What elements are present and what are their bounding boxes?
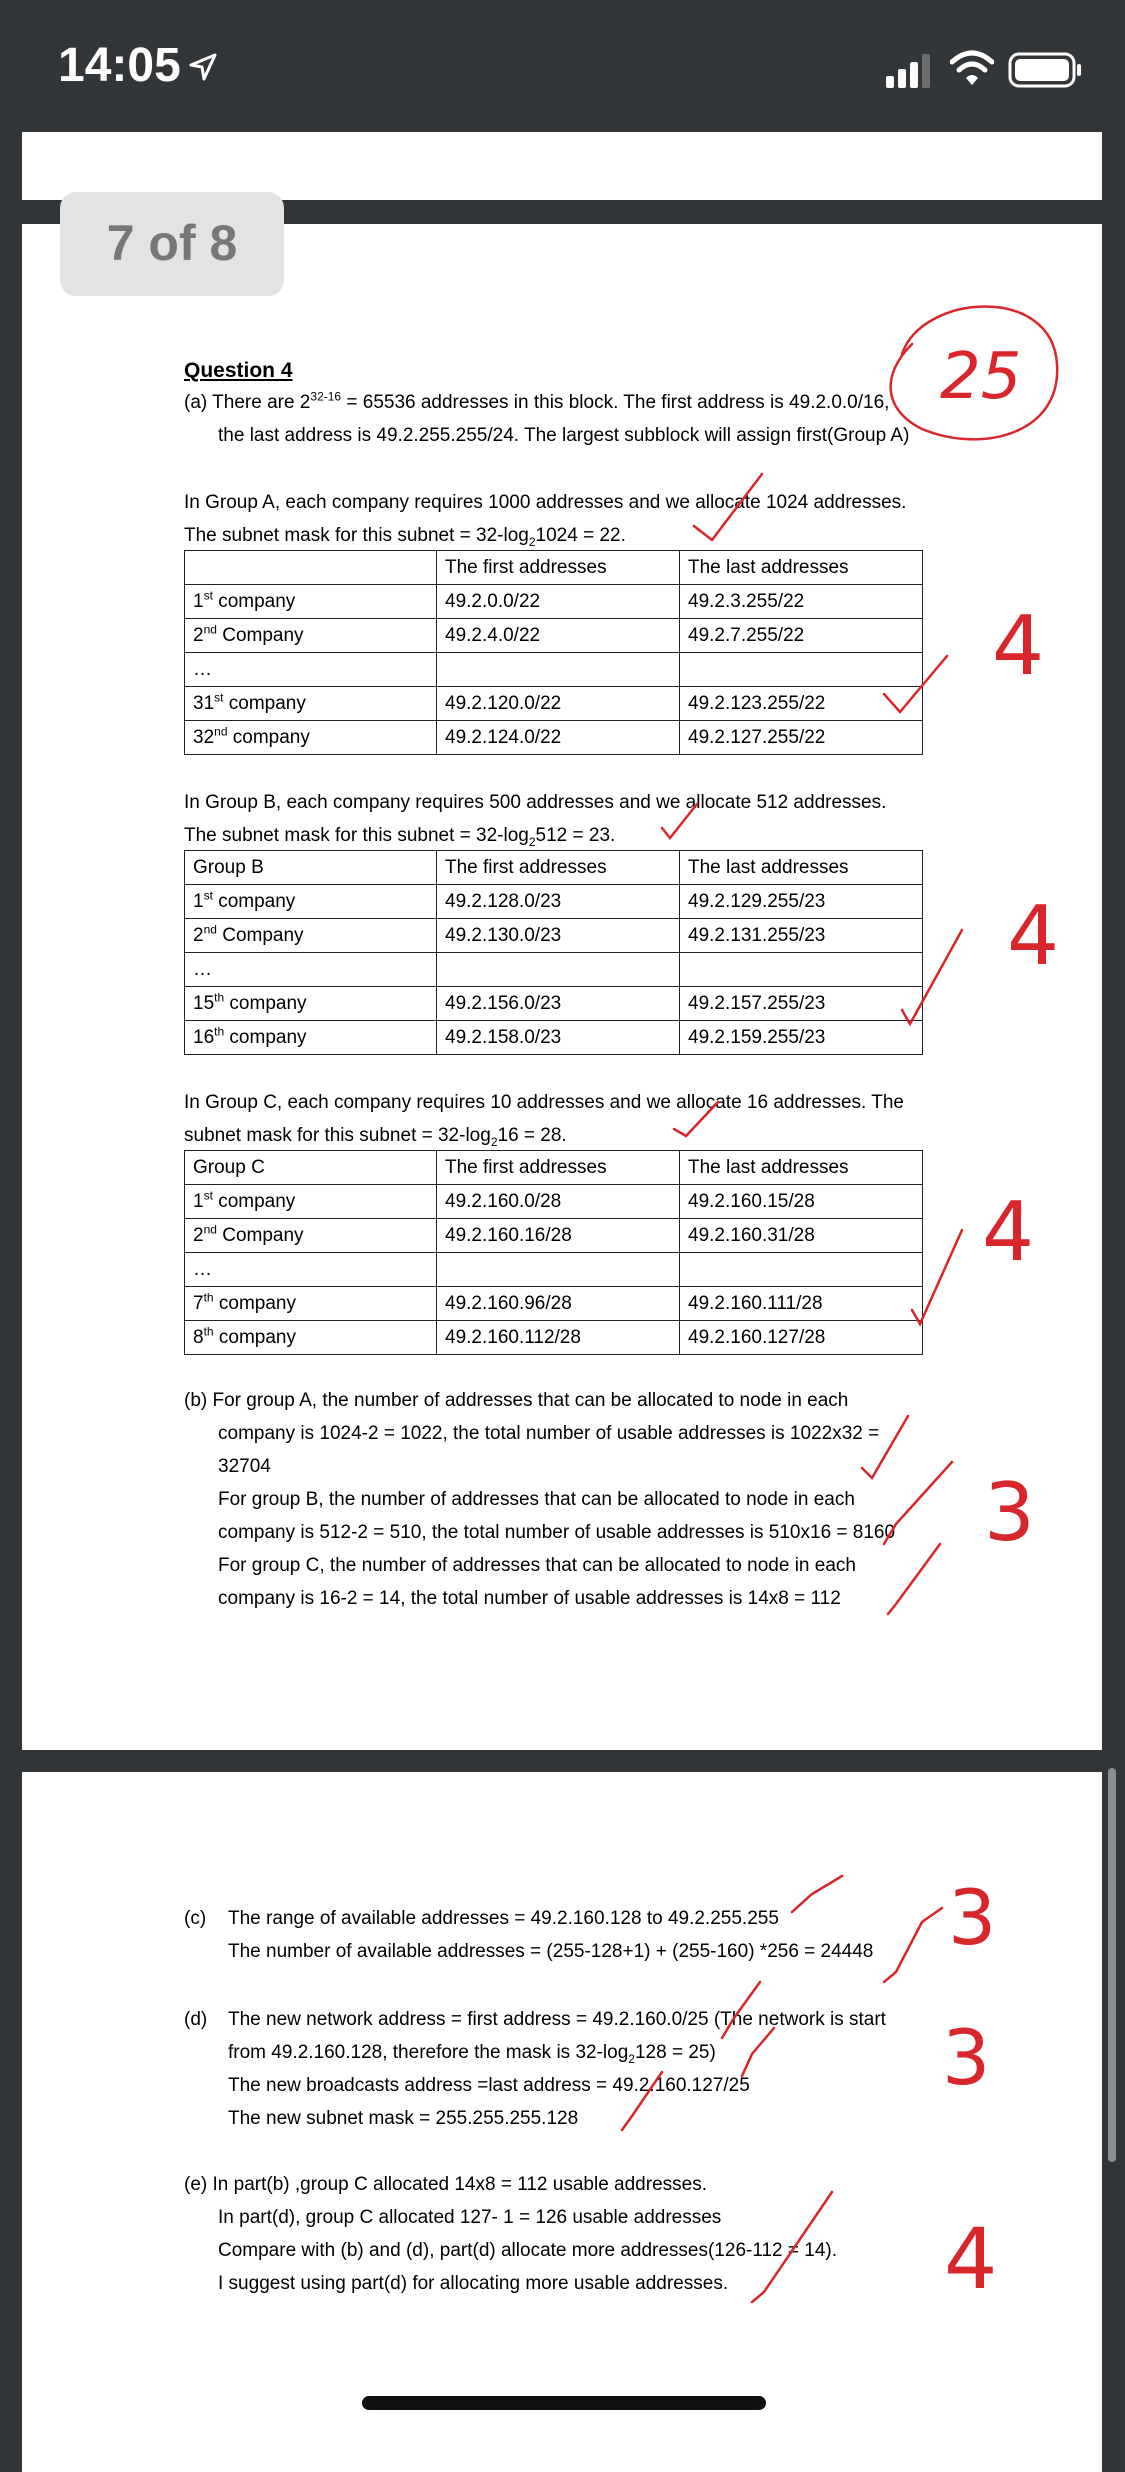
group-a-intro: In Group A, each company requires 1000 addresses and we allocate 1024 addresses. [184, 492, 907, 513]
check-mark-icon [792, 1876, 842, 1912]
header-cell: The first addresses [437, 1151, 680, 1185]
location-arrow-icon [188, 52, 218, 82]
part-c-label: (c) [184, 1908, 207, 1929]
table-row: 7th company 49.2.160.96/28 49.2.160.111/28 [185, 1287, 923, 1321]
page-indicator-badge [60, 192, 284, 296]
header-cell: The first addresses [437, 851, 680, 885]
table-row: 32nd company 49.2.124.0/22 49.2.127.255/22 [185, 721, 923, 755]
part-a-line-2: the last address is 49.2.255.255/24. The largest subblock will assign first(Group A) [218, 425, 910, 446]
part-e-line: Compare with (b) and (d), part(d) allocate more addresses(126-112 = 14). [218, 2240, 838, 2261]
part-b-line: (b) For group A, the number of addresses that can be allocated to node in each [184, 1390, 849, 1411]
check-mark-icon [752, 2192, 832, 2302]
mark-label: 4 [944, 2210, 998, 2308]
header-cell: The last addresses [680, 551, 923, 585]
part-b-line: company is 1024-2 = 1022, the total number of usable addresses is 1022x32 = [218, 1423, 880, 1444]
group-c-intro: In Group C, each company requires 10 addresses and we allocate 16 addresses. The [184, 1092, 904, 1113]
pdf-page-current [22, 224, 1102, 1750]
cellular-signal-icon [886, 52, 934, 88]
header-cell: Group C [185, 1151, 437, 1185]
part-b-line: For group B, the number of addresses that can be allocated to node in each [218, 1489, 855, 1510]
check-mark-icon [694, 474, 762, 540]
table-row: 1st company 49.2.0.0/22 49.2.3.255/22 [185, 585, 923, 619]
part-b-line: company is 512-2 = 510, the total number of usable addresses is 510x16 = 8160 [218, 1522, 896, 1543]
table-row: 2nd Company 49.2.4.0/22 49.2.7.255/22 [185, 619, 923, 653]
part-d-line: The new network address = first address = 49.2.160.0/25 (The network is start [228, 2009, 886, 2030]
status-time: 14:05 [58, 39, 181, 92]
table-row: 1st company 49.2.160.0/28 49.2.160.15/28 [185, 1185, 923, 1219]
part-e-line: (e) In part(b) ,group C allocated 14x8 = 112 usable addresses. [184, 2174, 707, 2195]
table-row: 16th company 49.2.158.0/23 49.2.159.255/23 [185, 1021, 923, 1055]
group-b-mask: The subnet mask for this subnet = $32-\log_2512 = 23$. [184, 825, 616, 849]
part-d-line: The new broadcasts address =last address = 49.2.160.127/25 [228, 2075, 750, 2096]
mark-label: 4 [992, 599, 1045, 694]
check-mark-icon [862, 1416, 908, 1478]
battery-icon [1008, 52, 1082, 88]
check-mark-icon [888, 1544, 940, 1614]
pdf-page-previous [22, 132, 1102, 200]
mark-label: 4 [1007, 889, 1060, 984]
part-d-label: (d) [184, 2009, 208, 2030]
status-bar [0, 0, 1125, 132]
header-cell: The last addresses [680, 1151, 923, 1185]
check-mark-icon [662, 804, 697, 838]
part-b-line: company is 16-2 = 14, the total number of usable addresses is 14x8 = 112 [218, 1588, 841, 1609]
group-c-mask: subnet mask for this subnet = $32-\log_216 = 28$. [184, 1125, 567, 1149]
table-row: 2nd Company 49.2.160.16/28 49.2.160.31/28 [185, 1219, 923, 1253]
check-mark-icon [902, 930, 962, 1024]
check-mark-icon [622, 2072, 662, 2130]
table-row: 1st company 49.2.128.0/23 49.2.129.255/23 [185, 885, 923, 919]
check-mark-icon [884, 656, 947, 712]
table-row: … [185, 953, 923, 987]
part-e-line: I suggest using part(d) for allocating more usable addresses. [218, 2273, 729, 2294]
table-row: … [185, 1253, 923, 1287]
page-indicator-label: 7 of 8 [106, 215, 238, 271]
part-d-line: The new subnet mask = 255.255.255.128 [228, 2108, 579, 2129]
table-row: … [185, 653, 923, 687]
mark-label: 3 [948, 1873, 997, 1962]
part-c-line: The number of available addresses = (255-128+1) + (255-160) *256 = 24448 [228, 1941, 874, 1962]
check-mark-icon [884, 1462, 952, 1544]
part-b-line: For group C, the number of addresses that can be allocated to node in each [218, 1555, 856, 1576]
check-mark-icon [722, 1982, 760, 2038]
question-title: Question 4 [184, 359, 293, 382]
wifi-icon [950, 50, 994, 88]
header-cell: The last addresses [680, 851, 923, 885]
table-row: 15th company 49.2.156.0/23 49.2.157.255/23 [185, 987, 923, 1021]
mark-label: 4 [982, 1185, 1035, 1280]
table-row: 2nd Company 49.2.130.0/23 49.2.131.255/23 [185, 919, 923, 953]
part-c-line: The range of available addresses = 49.2.160.128 to 49.2.255.255 [228, 1908, 779, 1929]
check-mark-icon [674, 1102, 718, 1136]
grading-annotations [22, 224, 1102, 1750]
table-row: 31st company 49.2.120.0/22 49.2.123.255/22 [185, 687, 923, 721]
header-cell: The first addresses [437, 551, 680, 585]
group-a-mask: The subnet mask for this subnet = $32-\log_21024 = 22$. [184, 525, 626, 549]
part-d-line: from 49.2.160.128, therefore the mask is $32-\log_2128 = 25$) [228, 2042, 716, 2066]
pdf-page-next [22, 1772, 1102, 2472]
grading-annotations-next [22, 1772, 1102, 2472]
total-score-label: 25 [940, 340, 1022, 414]
scrollbar[interactable] [1108, 1768, 1116, 2162]
header-cell: Group B [185, 851, 437, 885]
check-mark-icon [742, 2028, 774, 2076]
check-mark-icon [912, 1230, 962, 1324]
mark-label: 3 [942, 2013, 991, 2102]
table-row: 8th company 49.2.160.112/28 49.2.160.127/28 [185, 1321, 923, 1355]
part-e-line: In part(d), group C allocated 127- 1 = 126 usable addresses [218, 2207, 722, 2228]
group-b-intro: In Group B, each company requires 500 addresses and we allocate 512 addresses. [184, 792, 887, 813]
check-mark-icon [884, 1908, 942, 1982]
home-indicator[interactable] [362, 2396, 766, 2410]
mark-label: 3 [984, 1466, 1035, 1559]
part-b-line: 32704 [218, 1456, 271, 1477]
part-a-line-1: (a) There are $2^{32-16} = 65536$ addresses in this block. The first address is 49.2.0.0/16, [184, 389, 890, 413]
